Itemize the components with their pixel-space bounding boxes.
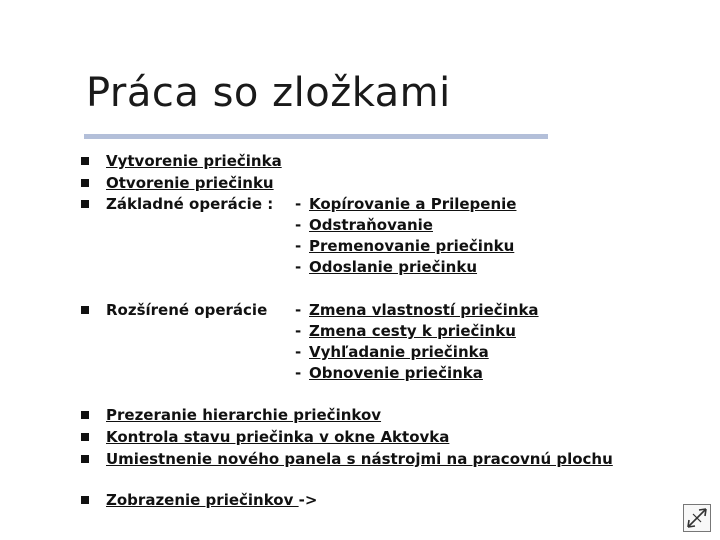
link-zobrazenie-priecinkov[interactable]: Zobrazenie priečinkov [106, 491, 299, 509]
list-item[interactable] [0, 405, 720, 426]
label-zakladne-operacie: Základné operácie : [106, 195, 274, 213]
dash: - [295, 237, 302, 255]
dash: - [295, 258, 302, 276]
list-item[interactable] [0, 173, 720, 194]
sub-item[interactable] [0, 342, 720, 363]
dash: - [295, 364, 302, 382]
link-obnovenie[interactable]: Obnovenie priečinka [309, 364, 483, 382]
title-underline [84, 134, 548, 139]
square-bullet-icon [81, 306, 89, 314]
link-kopirovanie[interactable]: Kopírovanie a Prilepenie [309, 195, 517, 213]
link-odoslanie[interactable]: Odoslanie priečinku [309, 258, 478, 276]
square-bullet-icon [81, 455, 89, 463]
link-odstranovanie[interactable]: Odstraňovanie [309, 216, 433, 234]
link-umiestnenie-panela[interactable]: Umiestnenie nového panela s nástrojmi na pracovnú plochu [106, 450, 613, 468]
sub-item[interactable] [0, 363, 720, 384]
square-bullet-icon [81, 411, 89, 419]
square-bullet-icon [81, 179, 89, 187]
list-item[interactable] [0, 151, 720, 172]
square-bullet-icon [81, 157, 89, 165]
sub-item[interactable] [0, 321, 720, 342]
link-kontrola-stavu[interactable]: Kontrola stavu priečinka v okne Aktovka [106, 428, 450, 446]
link-zmena-cesty[interactable]: Zmena cesty k priečinku [309, 322, 516, 340]
square-bullet-icon [81, 433, 89, 441]
link-prezeranie-hierarchie[interactable]: Prezeranie hierarchie priečinkov [106, 406, 382, 424]
sub-item[interactable] [0, 236, 720, 257]
link-premenovanie[interactable]: Premenovanie priečinku [309, 237, 515, 255]
dash: - [295, 216, 302, 234]
slide-navigation-icon[interactable] [683, 504, 711, 532]
list-item[interactable] [0, 449, 720, 470]
slide-title: Práca so zložkami [86, 70, 451, 116]
list-item [0, 300, 720, 321]
sub-item[interactable] [0, 215, 720, 236]
dash: - [295, 343, 302, 361]
last-item-text [106, 490, 317, 511]
list-item [0, 194, 720, 215]
list-item[interactable] [0, 490, 720, 511]
square-bullet-icon [81, 496, 89, 504]
arrow-text: -> [298, 491, 318, 509]
link-vytvorenie-priecinka[interactable]: Vytvorenie priečinka [106, 152, 282, 170]
label-rozsirene-operacie: Rozšírené operácie [106, 301, 268, 319]
dash: - [295, 195, 302, 213]
link-zmena-vlastnosti[interactable]: Zmena vlastností priečinka [309, 301, 539, 319]
link-vyhladanie[interactable]: Vyhľadanie priečinka [309, 343, 489, 361]
nav-arrows-icon [684, 505, 710, 531]
list-item[interactable] [0, 427, 720, 448]
dash: - [295, 301, 302, 319]
sub-item[interactable] [0, 257, 720, 278]
dash: - [295, 322, 302, 340]
square-bullet-icon [81, 200, 89, 208]
link-otvorenie-priecinku[interactable]: Otvorenie priečinku [106, 174, 274, 192]
